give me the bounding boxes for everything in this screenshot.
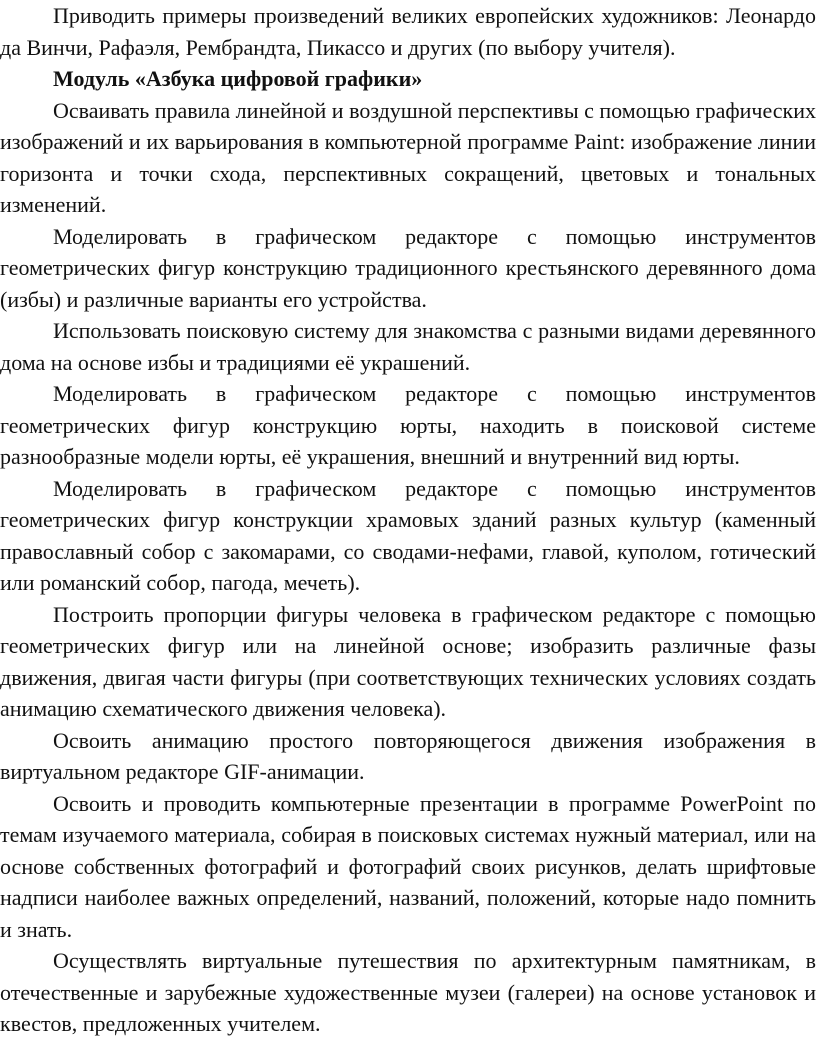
paragraph-perspective: Осваивать правила линейной и воздушной перспективы с помощью графических изображений и их варьирования в компьютерной программе Paint: изображение линии горизонта и точки схода, перспективных сокращений, цветовых и тональных изменений. — [0, 97, 816, 217]
paragraph-izba-modeling: Моделировать в графическом редакторе с помощью инструментов геометрических фигур конструкцию традиционного крестьянского деревянного дома (избы) и различные варианты его устройства. — [0, 223, 816, 312]
paragraph-gif-animation: Освоить анимацию простого повторяющегося движения изображения в виртуальном редакторе GIF-анимации. — [0, 727, 816, 784]
paragraph-yurt-modeling: Моделировать в графическом редакторе с помощью инструментов геометрических фигур конструкцию юрты, находить в поисковой системе разнообразные модели юрты, её украшения, внешний и внутренний вид юрты. — [0, 381, 816, 469]
paragraph-search-izba: Использовать поисковую систему для знакомства с разными видами деревянного дома на основе избы и традициями её украшений. — [0, 318, 816, 375]
module-heading: Модуль «Азбука цифровой графики» — [53, 66, 423, 91]
paragraph-temple-modeling: Моделировать в графическом редакторе с помощью инструментов геометрических фигур конструкции храмовых зданий разных культур (каменный православный собор с закомарами, со сводами-нефами, главой, куполом, готический или романский собор, пагода, мечеть). — [0, 475, 816, 595]
paragraph-human-proportions: Построить пропорции фигуры человека в графическом редакторе с помощью геометрических фигур или на линейной основе; изобразить различные фазы движения, двигая части фигуры (при соответствующих технических условиях создать анимацию схематического движения человека). — [0, 601, 816, 721]
paragraph-powerpoint: Освоить и проводить компьютерные презентации в программе PowerPoint по темам изучаемого материала, собирая в поисковых системах нужный материал, или на основе собственных фотографий и фотографий своих рисунков, делать шрифтовые надписи наиболее важных определений, названий, положений, которые надо помнить и знать. — [0, 790, 816, 942]
paragraph-virtual-tours: Осуществлять виртуальные путешествия по архитектурным памятникам, в отечественные и зарубежные художественные музеи (галереи) на основе установок и квестов, предложенных учителем. — [0, 948, 816, 1036]
paragraph-artists-examples: Приводить примеры произведений великих европейских художников: Леонардо да Винчи, Рафаэля, Рембрандта, Пикассо и других (по выбору учителя). — [0, 3, 816, 60]
